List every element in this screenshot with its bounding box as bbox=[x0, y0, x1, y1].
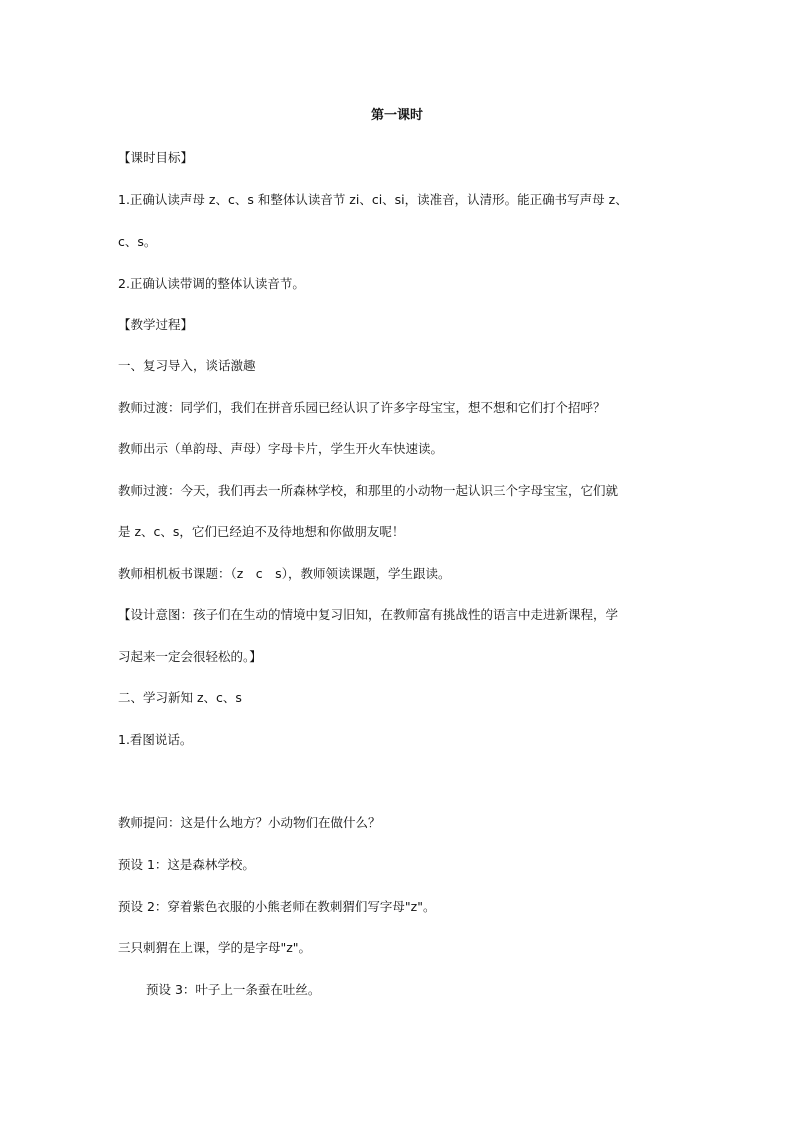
teacher-transition-1: 教师过渡：同学们，我们在拼音乐园已经认识了许多字母宝宝，想不想和它们打个招呼？ bbox=[118, 400, 606, 415]
section-heading-process: 【教学过程】 bbox=[118, 317, 194, 332]
design-intent-line-2: 习起来一定会很轻松的。】 bbox=[118, 649, 262, 664]
page-title: 第一课时 bbox=[370, 108, 423, 123]
preset-2: 预设 2：穿着紫色衣服的小熊老师在教刺猬们写字母"z"。 bbox=[118, 899, 436, 914]
preset-1: 预设 1：这是森林学校。 bbox=[118, 857, 255, 872]
teacher-shows-cards: 教师出示（单韵母、声母）字母卡片，学生开火车快速读。 bbox=[118, 441, 444, 456]
hedgehogs-class: 三只刺猬在上课，学的是字母"z"。 bbox=[118, 940, 312, 955]
look-and-talk: 1.看图说话。 bbox=[118, 732, 193, 747]
step-2-heading: 二、学习新知 z、c、s bbox=[118, 690, 242, 705]
objective-1-line-2: c、s。 bbox=[118, 234, 157, 249]
teacher-transition-2-line-1: 教师过渡：今天，我们再去一所森林学校，和那里的小动物一起认识三个字母宝宝，它们就 bbox=[118, 483, 619, 498]
section-heading-objectives: 【课时目标】 bbox=[118, 150, 194, 165]
objective-2: 2.正确认读带调的整体认读音节。 bbox=[118, 276, 305, 291]
preset-3: 预设 3：叶子上一条蚕在吐丝。 bbox=[146, 982, 321, 997]
step-1-heading: 一、复习导入，谈话激趣 bbox=[118, 358, 256, 373]
objective-1-line-1: 1.正确认读声母 z、c、s 和整体认读音节 zi、ci、si，读准音，认清形。能正确书写声母 z、 bbox=[118, 192, 628, 207]
board-title-line: 教师相机板书课题：（z c s），教师领读课题，学生跟读。 bbox=[118, 566, 451, 581]
teacher-transition-2-line-2: 是 z、c、s，它们已经迫不及待地想和你做朋友呢！ bbox=[118, 524, 405, 539]
teacher-question: 教师提问：这是什么地方？小动物们在做什么？ bbox=[118, 815, 381, 830]
design-intent-line-1: 【设计意图：孩子们在生动的情境中复习旧知，在教师富有挑战性的语言中走进新课程，学 bbox=[118, 607, 619, 622]
